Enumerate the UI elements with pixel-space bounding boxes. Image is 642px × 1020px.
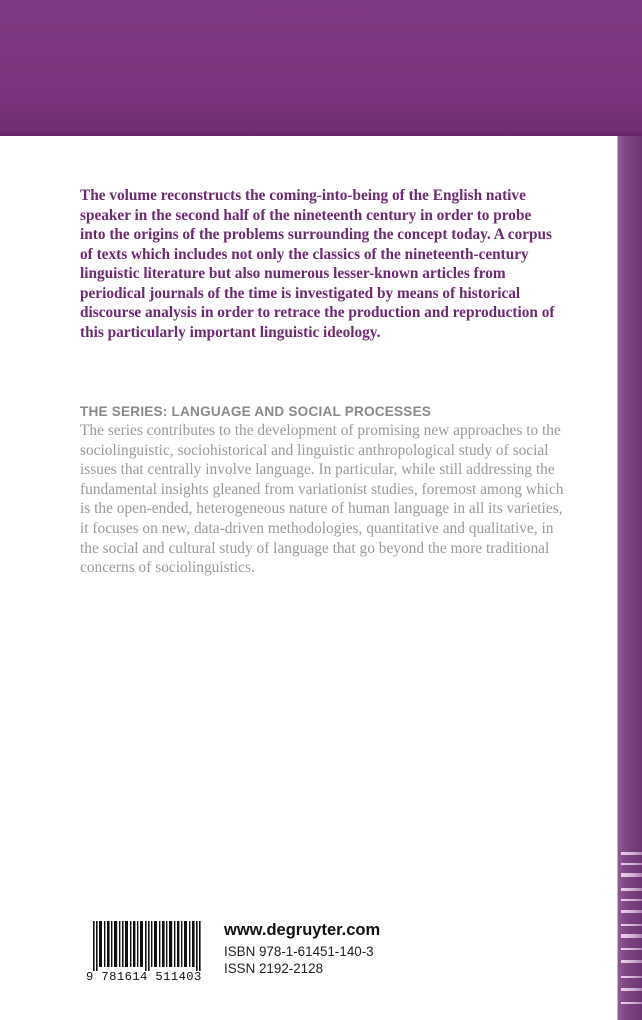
- book-description: The volume reconstructs the coming-into-being of the English native speaker in the second half of the nineteenth century in order to probe into the origins of the problems surrounding the concept today. A corpus of texts which includes not only the classics of the nineteenth-century linguistic literature but also numerous lesser-known articles from periodical journals of the time is investigated by means of historical discourse analysis in order to retrace the production and reproduction of this particularly important linguistic ideology.: [80, 187, 555, 341]
- isbn-number: ISBN 978-1-61451-140-3: [224, 944, 374, 959]
- series-description: The series contributes to the development of promising new approaches to the sociolinguistic, sociohistorical and linguistic anthropological study of social issues that centrally involve language. In particular, while still addressing the fundamental insights gleaned from variationist studies, foremost among which is the open-ended, heterogeneous nature of human language in all its varieties, it focuses on new, data-driven methodologies, quantitative and qualitative, in the social and cultural study of language that go beyond the more traditional concerns of sociolinguistics.: [80, 422, 564, 577]
- series-heading: THE SERIES: LANGUAGE AND SOCIAL PROCESSES: [80, 404, 432, 419]
- spine-stripe: [621, 863, 642, 865]
- spine-stripe: [621, 924, 642, 926]
- barcode-bars: [86, 921, 209, 971]
- spine-stripe: [621, 1002, 642, 1004]
- spine-stripe: [621, 934, 642, 938]
- spine-edge-strip: [617, 136, 642, 1020]
- spine-stripe: [621, 888, 642, 891]
- spine-stripe: [621, 873, 642, 877]
- spine-stripe: [621, 960, 642, 963]
- spine-stripe: [621, 899, 642, 901]
- top-color-band: [0, 0, 642, 136]
- spine-stripe: [621, 852, 642, 855]
- issn-number: ISSN 2192-2128: [224, 961, 324, 976]
- spine-stripe: [621, 948, 642, 950]
- spine-stripe: [621, 988, 642, 991]
- publisher-website: www.degruyter.com: [224, 921, 381, 939]
- spine-stripe: [621, 910, 642, 913]
- spine-stripe: [621, 976, 642, 978]
- barcode-number: 9 781614 511403: [86, 970, 202, 984]
